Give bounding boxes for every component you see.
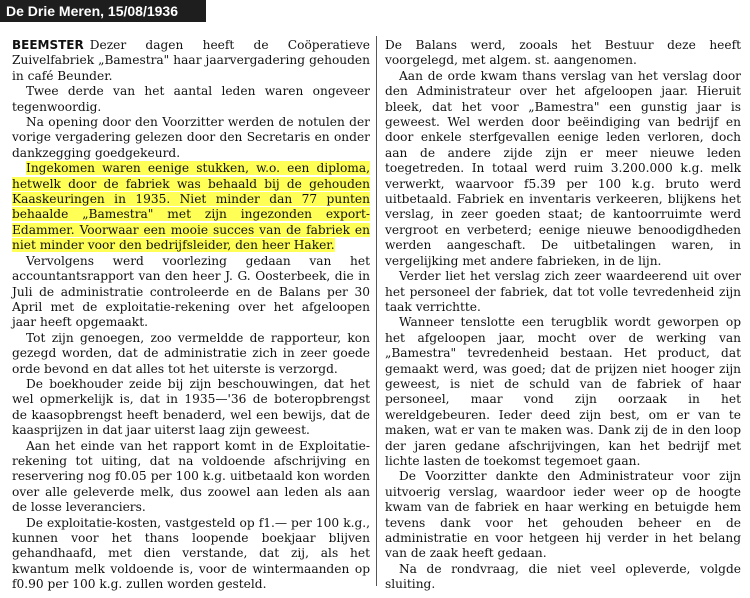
article-paragraph: De Balans werd, zooals het Bestuur deze heeft voorgelegd, met algem. st. aangenomen. (385, 38, 741, 68)
article-paragraph: De boekhouder zeide bij zijn beschouwingen, dat het wel opmerkelijk is, dat in 1935—'36 de boteropbrengst de kaasopbrengst heeft benaderd, wel een bewijs, dat de kaasprijzen in dat jaar uiterst laag zijn geweest. (12, 376, 370, 438)
article-paragraph: Aan het einde van het rapport komt in de Exploitatie-rekening tot uiting, dat na voldoende afschrijving en reservering nog f0.05 per 100 k.g. uitbetaald kon worden over alle geleverde melk, dus zoowel aan leden als aan de losse leveranciers. (12, 438, 370, 515)
article-paragraph: Na de rondvraag, die niet veel opleverde, volgde sluiting. (385, 561, 741, 592)
article-paragraph: Vervolgens werd voorlezing gedaan van het accountantsrapport van den heer J. G. Oosterbeek, die in Juli de administratie controleerde en de Balans per 30 April met de exploitatie-rekening over het afgeloopen jaar heeft opgemaakt. (12, 253, 370, 330)
article-left-column (12, 38, 370, 593)
column-divider (376, 36, 377, 586)
highlighted-paragraph (12, 161, 370, 253)
article-paragraph: De exploitatie-kosten, vastgesteld op f1.— per 100 k.g., kunnen voor het thans loopende boekjaar blijven gehandhaafd, met dien verstande, dat zij, als het kwantum melk voldoende is, voor de wintermaanden op f0.90 per 100 k.g. zullen worden gesteld. (12, 515, 370, 592)
article-heading: BEEMSTER (12, 38, 84, 52)
article-paragraph: Aan de orde kwam thans verslag van het verslag door den Administrateur over het afgeloopen jaar. Hieruit bleek, dat het voor „Bamestra" een gunstig jaar is geweest. Wel werden door beëindiging van bedrijf en door enkele sterfgevallen eenige leden verloren, doch aan de andere zijde zijn er meer nieuwe leden toegetreden. In totaal werd ruim 3.200.000 k.g. melk verwerkt, waarvoor f5.39 per 100 k.g. bruto werd uitbetaald. Fabriek en inventaris verkeeren, blijkens het verslag, in zeer goeden staat; de kantoorruimte werd vergroot en verbeterd; eenige nieuwe benoodigdheden werden aangeschaft. De uitbetalingen waren, in vergelijking met andere fabrieken, in de lijn. (385, 68, 741, 268)
highlight-marker: Ingekomen waren eenige stukken, w.o. een diploma, hetwelk door de fabriek was behaald bij de gehouden Kaaskeuringen in 1935. Niet minder dan 77 punten behaalde „Bamestra" met zijn ingezonden export-Edammer. Voorwaar een mooie succes van de fabriek en niet minder voor den bedrijfsleider, den heer Haker. (12, 161, 370, 253)
article-paragraph: Wanneer tenslotte een terugblik wordt geworpen op het afgeloopen jaar, mocht over de werking van „Bamestra" tevredenheid bestaan. Het product, dat gemaakt werd, was goed; dat de prijzen niet hooger zijn geweest, is niet de schuld van de fabriek of haar personeel, maar vond zijn oorzaak in het wereldgebeuren. Ieder deed zijn best, om er van te maken, wat er van te maken was. Dank zij de in den loop der jaren gedane afschrijvingen, kan het bedrijf met lichte lasten de toekomst tegemoet gaan. (385, 315, 741, 468)
article-paragraph: Na opening door den Voorzitter werden de notulen der vorige vergadering gelezen door den Secretaris en onder dankzegging goedgekeurd. (12, 115, 370, 160)
article-paragraph: Verder liet het verslag zich zeer waardeerend uit over het personeel der fabriek, dat tot volle tevredenheid zijn taak verrichtte. (385, 269, 741, 314)
article-paragraph: De Voorzitter dankte den Administrateur voor zijn uitvoerig verslag, waardoor ieder weer op de hoogte kwam van de fabriek en haar werking en betuigde hem tevens dank voor het gehouden beheer en de administratie en voor hetgeen hij verder in het belang van de zaak heeft gedaan. (385, 469, 741, 561)
article-paragraph: Tot zijn genoegen, zoo vermeldde de rapporteur, kon gezegd worden, dat de administratie zich in zeer goede orde bevond en dat alles tot het uiterste is verzorgd. (12, 330, 370, 376)
article-paragraph: BEEMSTER Dezer dagen heeft de Coöperatieve Zuivelfabriek „Bamestra" haar jaarvergadering gehouden in café Beunder. (12, 38, 370, 83)
newspaper-source-label: De Drie Meren, 15/08/1936 (0, 0, 206, 22)
article-paragraph: Twee derde van het aantal leden waren ongeveer tegenwoordig. (12, 84, 370, 114)
article-right-column (385, 38, 741, 593)
